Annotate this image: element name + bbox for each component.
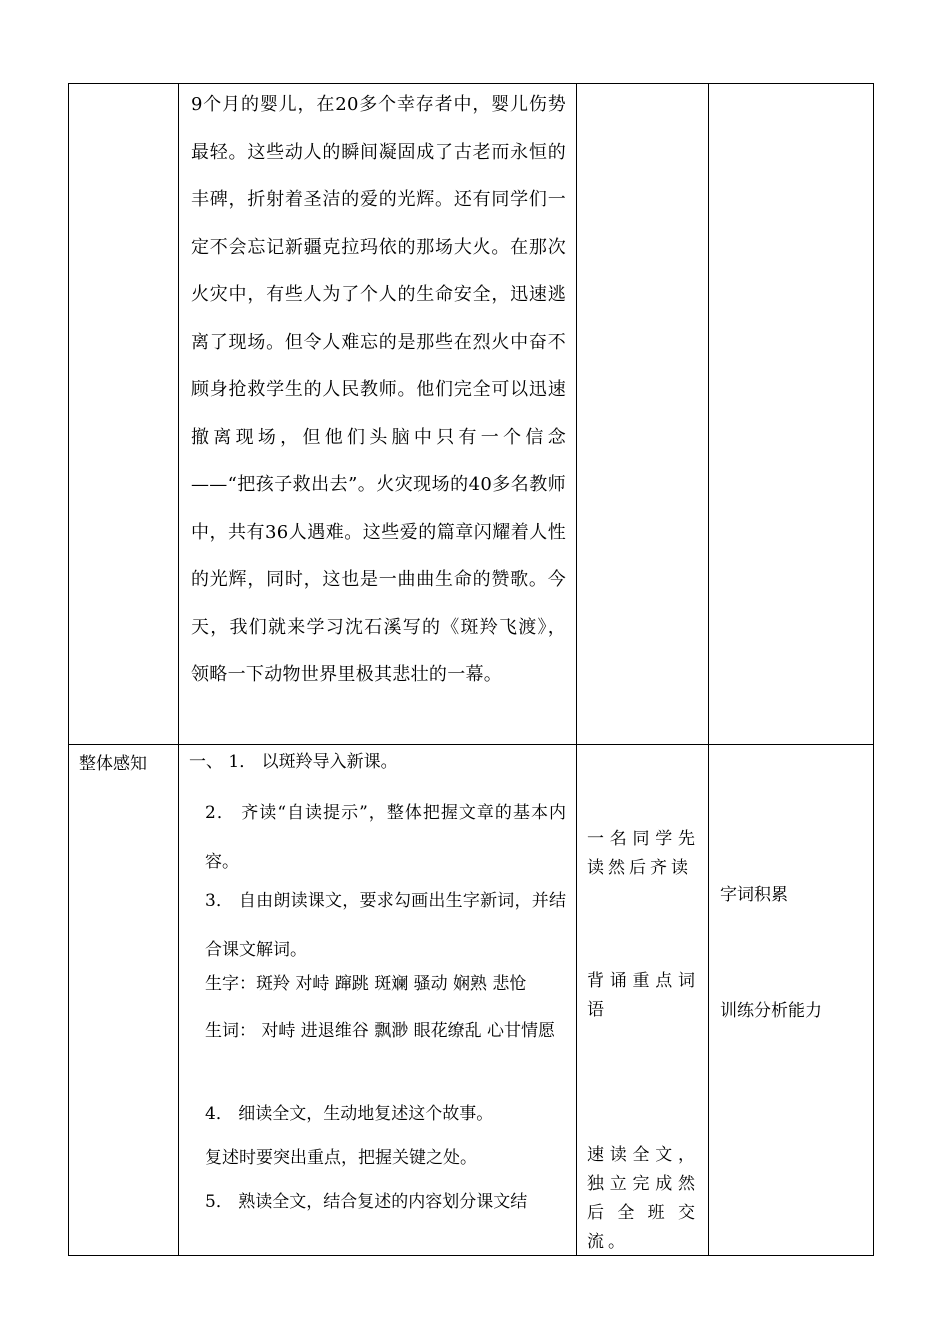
table-row [69,84,874,745]
lesson-plan-table [68,83,874,1256]
activity-1: 一名同学先读然后齐读 [587,829,699,878]
content-cell [179,84,577,745]
activity-2: 背诵重点词语 [587,971,699,1020]
introduction-paragraph: 9个月的婴儿，在20多个幸存者中，婴儿伤势最轻。这些动人的瞬间凝固成了古老而永恒的丰碑，折射着圣洁的爱的光辉。还有同学们一定不会忘记新疆克拉玛依的那场大火。在那次火灾中，有些人为了个人的生命安全，迅速逃离了现场。但令人难忘的是那些在烈火中奋不顾身抢救学生的人民教师。他们完全可以迅速撤离现场，但他们头脑中只有一个信念——“把孩子救出去”。火灾现场的40多名教师中，共有36人遇难。这些爱的篇章闪耀着人性的光辉，同时，这也是一曲曲生命的赞歌。今天，我们就来学习沈石溪写的《斑羚飞渡》，领略一下动物世界里极其悲壮的一幕。 [191,94,566,685]
goal-cell [709,84,874,745]
goal-cell [709,745,874,1256]
new-characters: 生字：斑羚 对峙 蹿跳 斑斓 骚动 娴熟 悲怆 [205,974,527,994]
goal-2: 训练分析能力 [720,1001,822,1021]
content-cell [179,745,577,1256]
stage-label: 整体感知 [79,754,147,774]
new-words: 生词： 对峙 进退维谷 飘渺 眼花缭乱 心甘情愿 [205,1021,556,1041]
step-5: 5． 熟读全文，结合复述的内容划分课文结 [205,1192,528,1212]
stage-cell [69,84,179,745]
step-1: 一、 1． 以斑羚导入新课。 [189,752,398,772]
retell-tip: 复述时要突出重点，把握关键之处。 [205,1148,477,1168]
stage-cell [69,745,179,1256]
table-row [69,745,874,1256]
step-2: 2． 齐读“自读提示”，整体把握文章的基本内容。 [205,803,566,872]
activity-3: 速读全文，独立完成然后全班交流。 [587,1145,699,1252]
activity-cell [577,84,709,745]
step-4: 4． 细读全文，生动地复述这个故事。 [205,1104,494,1124]
step-3: 3． 自由朗读课文，要求勾画出生字新词，并结合课文解词。 [205,891,566,960]
activity-cell [577,745,709,1256]
goal-1: 字词积累 [720,885,788,905]
